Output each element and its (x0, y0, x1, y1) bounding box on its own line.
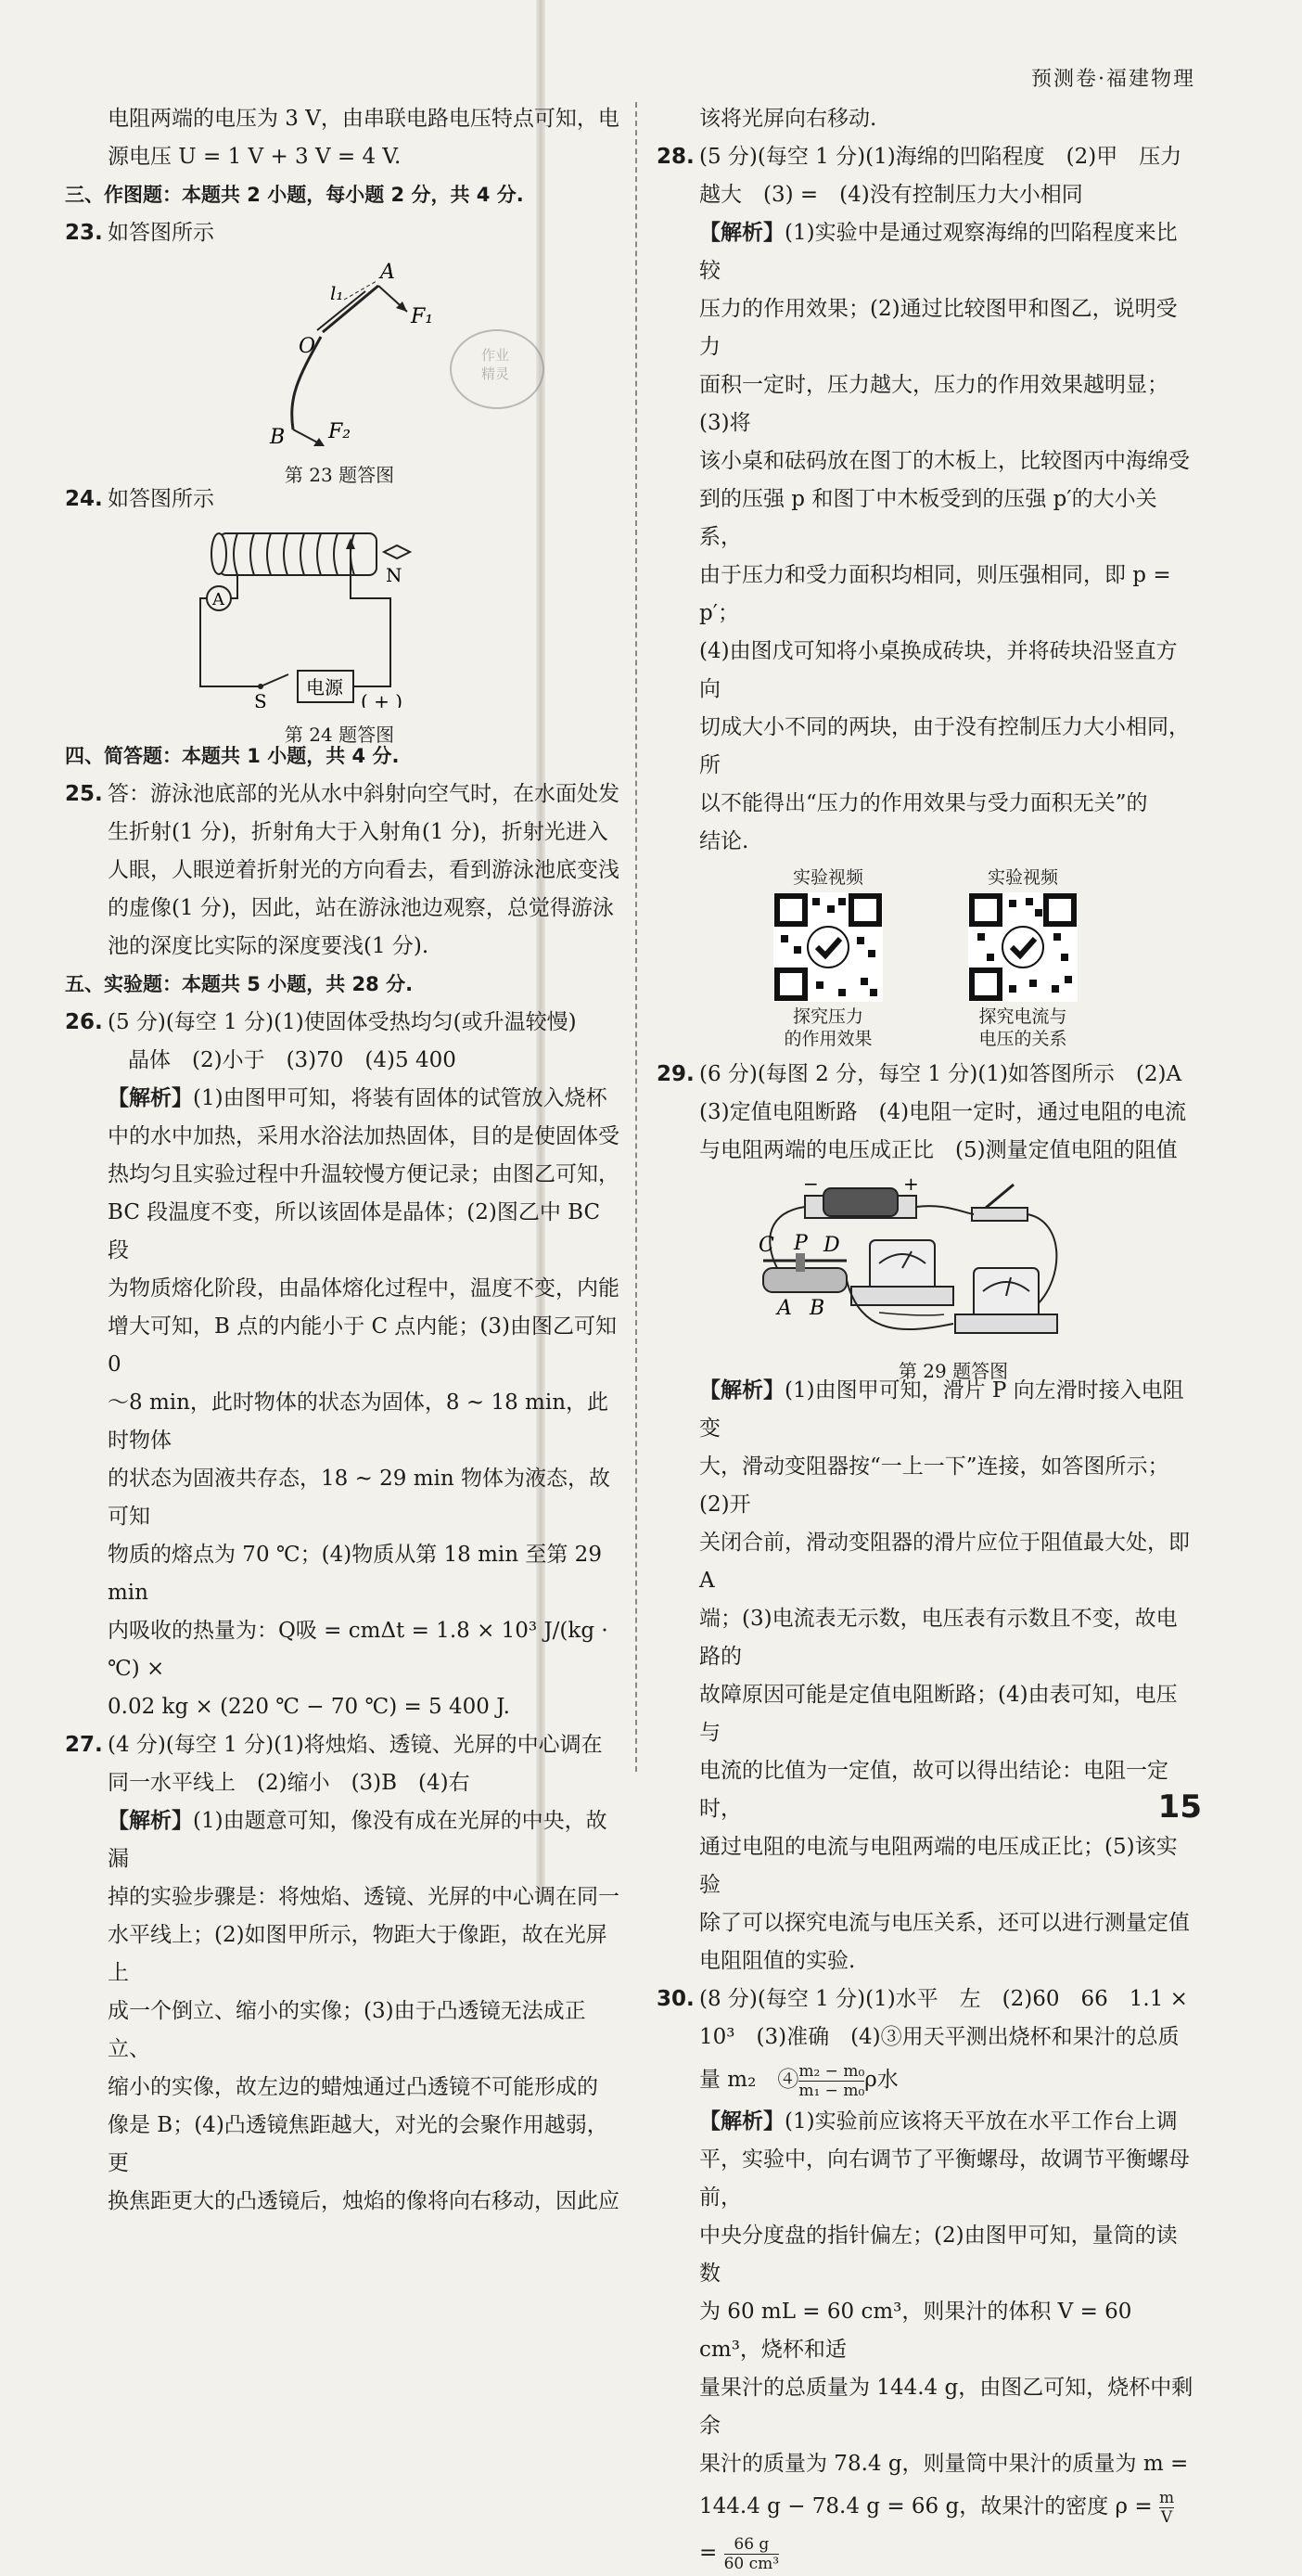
label-plus: ( + ) (361, 690, 403, 708)
analysis-tag: 【解析】 (108, 1086, 193, 1110)
label-F1: F₁ (411, 305, 434, 328)
qr-caption: 电压的关系 (978, 1029, 1067, 1049)
text: (1)实验中是通过观察海绵的凹陷程度来比较 (699, 221, 1178, 283)
denominator: m₁ − m₀ (798, 2081, 865, 2100)
label-A: A (777, 1297, 792, 1320)
column-divider (635, 102, 637, 1772)
analysis-line (65, 1802, 619, 1878)
question-30 (657, 1980, 1194, 2019)
label-B: B (270, 426, 286, 448)
text-line: 掉的实验步骤是：将烛焰、透镜、光屏的中心调在同一 (108, 1885, 619, 1909)
text-line: 电阻两端的电压为 3 V，由串联电路电压特点可知，电 (108, 107, 619, 131)
text-line: 电阻阻值的实验. (699, 1949, 856, 1973)
text-line: 池的深度比实际的深度要浅(1 分). (108, 934, 429, 958)
watermark-stamp (451, 330, 543, 408)
label-O: O (299, 335, 316, 358)
text: 如答图所示 (108, 487, 214, 511)
text-line: 的虚像(1 分)，因此，站在游泳池边观察，总觉得游泳 (108, 896, 614, 920)
fraction (724, 2535, 780, 2573)
qr-code-icon[interactable] (968, 892, 1078, 1002)
qr-caption: 的作用效果 (784, 1029, 873, 1049)
text-line: 端；(3)电流表无示数，电压表有示数且不变，故电路的 (699, 1607, 1178, 1669)
text-line: 关闭合前，滑动变阻器的滑片应位于阻值最大处，即 A (699, 1531, 1190, 1593)
text: = (699, 2541, 724, 2565)
qr-title: 实验视频 (987, 867, 1058, 888)
text: (1)实验前应该将天平放在水平工作台上调 (785, 2109, 1178, 2134)
text: (1)由图甲可知，将装有固体的试管放入烧杯 (193, 1086, 607, 1110)
text-line: 10³ (3)准确 (4)③用天平测出烧杯和果汁的总质 (699, 2025, 1180, 2049)
lever-diagram (108, 258, 571, 448)
text-line: 的状态为固液共存态，18 ~ 29 min 物体为液态，故可知 (108, 1467, 611, 1529)
text-line: 越大 (3) = (4)没有控制压力大小相同 (699, 183, 1083, 207)
stamp-text: 精灵 (481, 365, 510, 382)
left-column (65, 100, 619, 2221)
denominator: V (1160, 2507, 1173, 2527)
label-F2: F₂ (328, 420, 351, 443)
text-line: 除了可以探究电流与电压关系，还可以进行测量定值 (699, 1911, 1190, 1935)
text-line: 大，滑动变阻器按“一上一下”连接，如答图所示；(2)开 (699, 1455, 1169, 1517)
qr-video-pressure[interactable] (763, 866, 893, 1050)
text-line: 电流的比值为一定值，故可以得出结论：电阻一定时， (699, 1759, 1168, 1821)
ammeter-label: A (212, 590, 224, 609)
label-plus: + (903, 1175, 919, 1195)
section-heading: 四、简答题：本题共 1 小题，共 4 分. (65, 745, 400, 767)
text-line: 成一个倒立、缩小的实像；(3)由于凸透镜无法成正立、 (108, 1999, 586, 2061)
analysis-line (657, 214, 1194, 290)
question-number: 27. (65, 1733, 103, 1757)
formula-line (657, 2057, 1194, 2103)
text-line: 切成大小不同的两块，由于没有控制压力大小相同，所 (699, 715, 1190, 777)
qr-video-current[interactable] (958, 866, 1088, 1050)
label-N: N (386, 564, 402, 586)
text-line: 换焦距更大的凸透镜后，烛焰的像将向右移动，因此应 (108, 2189, 619, 2213)
text-line: 增大可知，B 点的内能小于 C 点内能；(3)由图乙可知 0 (108, 1314, 618, 1377)
text-line: BC 段温度不变，所以该固体是晶体；(2)图乙中 BC 段 (108, 1200, 601, 1262)
numerator: 66 g (734, 2534, 770, 2554)
text: 如答图所示 (108, 221, 214, 245)
qr-title: 实验视频 (792, 867, 863, 888)
circuit-diagram (108, 524, 571, 708)
question-number: 28. (657, 145, 695, 169)
text-line: 像是 B；(4)凸透镜焦距越大，对光的会聚作用越弱，更 (108, 2113, 608, 2175)
text: (5 分)(每空 1 分)(1)海绵的凹陷程度 (2)甲 压力 (699, 145, 1182, 169)
question-number: 24. (65, 487, 103, 511)
text-line: 量果汁的总质量为 144.4 g，由图乙可知，烧杯中剩余 (699, 2376, 1194, 2438)
text-line: 果汁的质量为 78.4 g，则量筒中果汁的质量为 m = (699, 2452, 1189, 2476)
text-line: 结论. (699, 829, 749, 853)
label-minus: − (803, 1175, 819, 1195)
text-line: 平，实验中，向右调节了平衡螺母，故调节平衡螺母前， (699, 2147, 1190, 2210)
denominator: 60 cm³ (723, 2554, 780, 2573)
qr-caption: 探究压力 (792, 1006, 863, 1027)
question-28 (657, 138, 1194, 176)
page-header: 预测卷·福建物理 (1031, 68, 1195, 91)
section-heading: 五、实验题：本题共 5 小题，共 28 分. (65, 973, 414, 995)
question-26 (65, 1004, 619, 1042)
text: 答：游泳池底部的光从水中斜射向空气时，在水面处发 (108, 782, 619, 806)
label-D: D (823, 1234, 840, 1257)
label-P: P (794, 1232, 808, 1255)
text: 量 m₂ ④ (699, 2068, 799, 2092)
question-number: 23. (65, 221, 103, 245)
text-line: 物质的熔点为 70 ℃；(4)物质从第 18 min 至第 29 min (108, 1543, 602, 1605)
text-line: 通过电阻的电流与电阻两端的电压成正比；(5)该实验 (699, 1835, 1178, 1897)
text-line: 水平线上；(2)如图甲所示，物距大于像距，故在光屏上 (108, 1923, 607, 1985)
text-line: 与电阻两端的电压成正比 (5)测量定值电阻的阻值 (699, 1138, 1178, 1162)
text-line: 到的压强 p 和图丁中木板受到的压强 p′的大小关系， (699, 487, 1157, 549)
text-line: 该小桌和砝码放在图丁的木板上，比较图丙中海绵受 (699, 449, 1190, 473)
text-line: 为 60 mL = 60 cm³，则果汁的体积 V = 60 cm³，烧杯和适 (699, 2300, 1132, 2362)
analysis-tag: 【解析】 (699, 2109, 785, 2134)
text-line: 晶体 (2)小于 (3)70 (4)5 400 (128, 1048, 456, 1072)
figure-29 (759, 1175, 1148, 1382)
text-line: 中央分度盘的指针偏左；(2)由图甲可知，量筒的读数 (699, 2224, 1178, 2286)
page-number: 15 (1157, 1788, 1202, 1826)
text-line: 源电压 U = 1 V + 3 V = 4 V. (108, 145, 402, 169)
text-line: ～8 min，此时物体的状态为固体，8 ~ 18 min，此时物体 (108, 1391, 609, 1453)
label-B: B (810, 1297, 825, 1320)
text: (1)由图甲可知，滑片 P 向左滑时接入电阻变 (699, 1378, 1184, 1441)
text-line: 热均匀且实验过程中升温较慢方便记录；由图乙可知， (108, 1162, 619, 1186)
question-number: 29. (657, 1062, 695, 1086)
power-source-label: 电源 (306, 676, 343, 698)
right-column (657, 100, 1194, 2576)
figure-caption: 第 24 题答图 (284, 724, 395, 746)
label-A: A (380, 261, 395, 284)
text-line: 内吸收的热量为：Q吸 = cmΔt = 1.8 × 10³ J/(kg · ℃) × (108, 1619, 608, 1681)
qr-code-row (657, 866, 1194, 1050)
fraction (1159, 2489, 1174, 2527)
text: (8 分)(每空 1 分)(1)水平 左 (2)60 66 1.1 × (699, 1987, 1188, 2011)
text: (5 分)(每空 1 分)(1)使固体受热均匀(或升温较慢) (108, 1010, 577, 1034)
numerator: m₂ − m₀ (798, 2061, 865, 2081)
section-heading: 三、作图题：本题共 2 小题，每小题 2 分，共 4 分. (65, 184, 524, 206)
text-line: 压力的作用效果；(2)通过比较图甲和图乙，说明受力 (699, 297, 1178, 359)
text-line: 生折射(1 分)，折射角大于入射角(1 分)，折射光进入 (108, 820, 608, 844)
analysis-tag: 【解析】 (699, 1378, 785, 1403)
formula-line (657, 2483, 1194, 2576)
text: (1)由题意可知，像没有成在光屏的中央，故漏 (108, 1809, 607, 1871)
figure-caption: 第 23 题答图 (284, 464, 395, 486)
text-line: (4)由图戊可知将小桌换成砖块，并将砖块沿竖直方向 (699, 639, 1178, 701)
figure-24 (108, 524, 571, 746)
question-29 (657, 1056, 1194, 1094)
stamp-text: 作业 (481, 347, 510, 364)
question-27 (65, 1726, 619, 1764)
text-line: 以不能得出“压力的作用效果与受力面积无关”的 (699, 791, 1148, 815)
text: (6 分)(每图 2 分，每空 1 分)(1)如答图所示 (2)A (699, 1062, 1182, 1086)
text-line: 同一水平线上 (2)缩小 (3)B (4)右 (108, 1771, 470, 1795)
analysis-tag: 【解析】 (699, 221, 785, 245)
experiment-circuit-diagram (759, 1175, 1148, 1344)
analysis-tag: 【解析】 (108, 1809, 193, 1833)
text-line: 人眼，人眼逆着折射光的方向看去，看到游泳池底变浅 (108, 858, 619, 882)
text-line: 面积一定时，压力越大，压力的作用效果越明显；(3)将 (699, 373, 1168, 435)
text-line: 缩小的实像，故左边的蜡烛通过凸透镜不可能形成的 (108, 2075, 598, 2099)
text: ρ水 (864, 2068, 899, 2092)
question-25 (65, 775, 619, 814)
text-line: 由于压力和受力面积均相同，则压强相同，即 p = p′； (699, 563, 1171, 625)
question-number: 26. (65, 1010, 103, 1034)
label-C: C (759, 1234, 774, 1257)
text: (4 分)(每空 1 分)(1)将烛焰、透镜、光屏的中心调在 (108, 1733, 603, 1757)
text: 144.4 g − 78.4 g = 66 g，故果汁的密度 ρ = (699, 2494, 1153, 2518)
analysis-line (65, 1080, 619, 1118)
qr-caption: 探究电流与 (978, 1006, 1067, 1027)
text-line: 0.02 kg × (220 ℃ − 70 ℃) = 5 400 J. (108, 1695, 510, 1719)
question-number: 25. (65, 782, 103, 806)
numerator: m (1158, 2488, 1175, 2507)
label-S: S (254, 690, 267, 708)
question-number: 30. (657, 1987, 695, 2011)
analysis-line (657, 2103, 1194, 2141)
density-formula (798, 2062, 864, 2100)
figure-caption: 第 29 题答图 (898, 1360, 1009, 1382)
text-line: (3)定值电阻断路 (4)电阻一定时，通过电阻的电流 (699, 1100, 1187, 1124)
figure-23 (108, 258, 571, 486)
text-line: 中的水中加热，采用水浴法加热固体，目的是使固体受 (108, 1124, 619, 1148)
qr-code-icon[interactable] (773, 892, 883, 1002)
text-line: 该将光屏向右移动. (699, 107, 877, 131)
text-line: 为物质熔化阶段，由晶体熔化过程中，温度不变，内能 (108, 1276, 619, 1301)
text-line: 故障原因可能是定值电阻断路；(4)由表可知，电压与 (699, 1683, 1178, 1745)
label-l1: l₁ (330, 282, 344, 304)
question-23 (65, 214, 619, 252)
